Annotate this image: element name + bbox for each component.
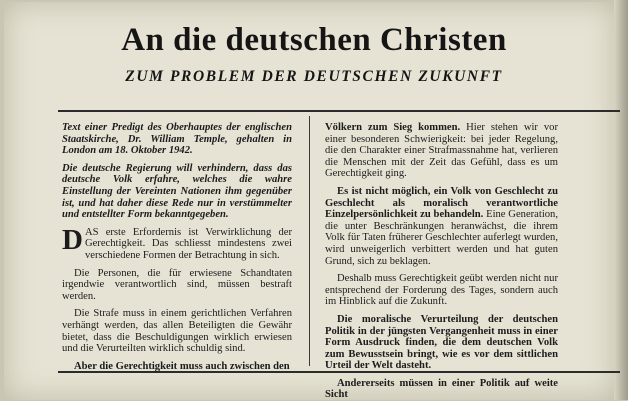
body-paragraph: Die moralische Verurteilung der deutschen Politik in der jüngsten Vergangenheit muss in einer Form Ausdruck finden, die dem deutschen Volk zum Bewusstsein bringt, wie es vor dem sittlichen Urteil der Welt dasteht. xyxy=(325,313,558,372)
paragraph-text: Hier stehen wir vor einer besonderen Schwierigkeit: bei jeder Regelung, die den Charakter einer Strafmassnahme hat, verlieren die Menschen mit der Zeit das Gefühl, dass es um Gerechtigkeit ging. xyxy=(325,122,559,180)
opening-text: AS erste Erfordernis ist Verwirklichung der Gerechtigkeit. Das schliesst mindestens zwei verschiedene Formen der Betrachtung in sich. xyxy=(84,226,292,261)
intro-paragraph: Text einer Predigt des Oberhauptes der englischen Staatskirche, Dr. William Temple, gehalten in London am 18. Oktober 1942. xyxy=(62,122,292,157)
paragraph-text: Eine Generation, die unter Beschränkungen heranwächst, die ihrem Volk für Taten früherer Geschlechter auferlegt wurden, wird unweigerlich verbittert werden und hat guten Grund, sich zu beklagen. xyxy=(325,209,558,267)
drop-cap: D xyxy=(62,223,83,256)
paper-edge xyxy=(614,0,628,400)
body-paragraph: Die Personen, die für erwiesene Schandtaten irgendwie verantwortlich sind, müssen bestraft werden. xyxy=(62,267,292,302)
page-title: An die deutschen Christen xyxy=(121,22,507,58)
body-paragraph xyxy=(325,186,558,267)
right-column xyxy=(325,122,559,401)
page-subtitle: ZUM PROBLEM DER DEUTSCHEN ZUKUNFT xyxy=(125,68,503,85)
bold-lead: Es ist nicht möglich, ein Volk von Geschlecht zu Geschlecht als moralisch verantwortliche Einzelpersönlichkeit zu behandeln. xyxy=(325,185,558,221)
bold-lead: Völkern zum Sieg kommen. xyxy=(325,122,461,133)
body-paragraph xyxy=(325,122,558,180)
note-paragraph: Die deutsche Regierung will verhindern, dass das deutsche Volk erfahre, welches die wahre Einstellung der Vereinten Nationen ihm gegenüber ist, und hat daher diese Rede nur in verstümmelter und entstellter Form bekanntgegeben. xyxy=(62,162,292,221)
body-paragraph: Deshalb muss Gerechtigkeit geübt werden nicht nur entsprechend der Forderung des Tages, sondern auch im Hinblick auf die Zukunft. xyxy=(325,273,558,308)
left-column xyxy=(62,122,292,372)
body-paragraph: Aber die Gerechtigkeit muss auch zwischen den xyxy=(74,360,290,372)
top-rule xyxy=(58,110,620,112)
opening-paragraph xyxy=(62,223,292,262)
column-divider xyxy=(309,116,310,366)
body-paragraph: Die Strafe muss in einem gerichtlichen Verfahren verhängt werden, das allen Beteiligten die Gewähr bietet, dass die Beschuldigungen wirklich erwiesen und die Verurteilten wirklich schuldig sind. xyxy=(62,308,292,355)
body-paragraph: Andererseits müssen in einer Politik auf weite Sicht xyxy=(325,377,558,401)
